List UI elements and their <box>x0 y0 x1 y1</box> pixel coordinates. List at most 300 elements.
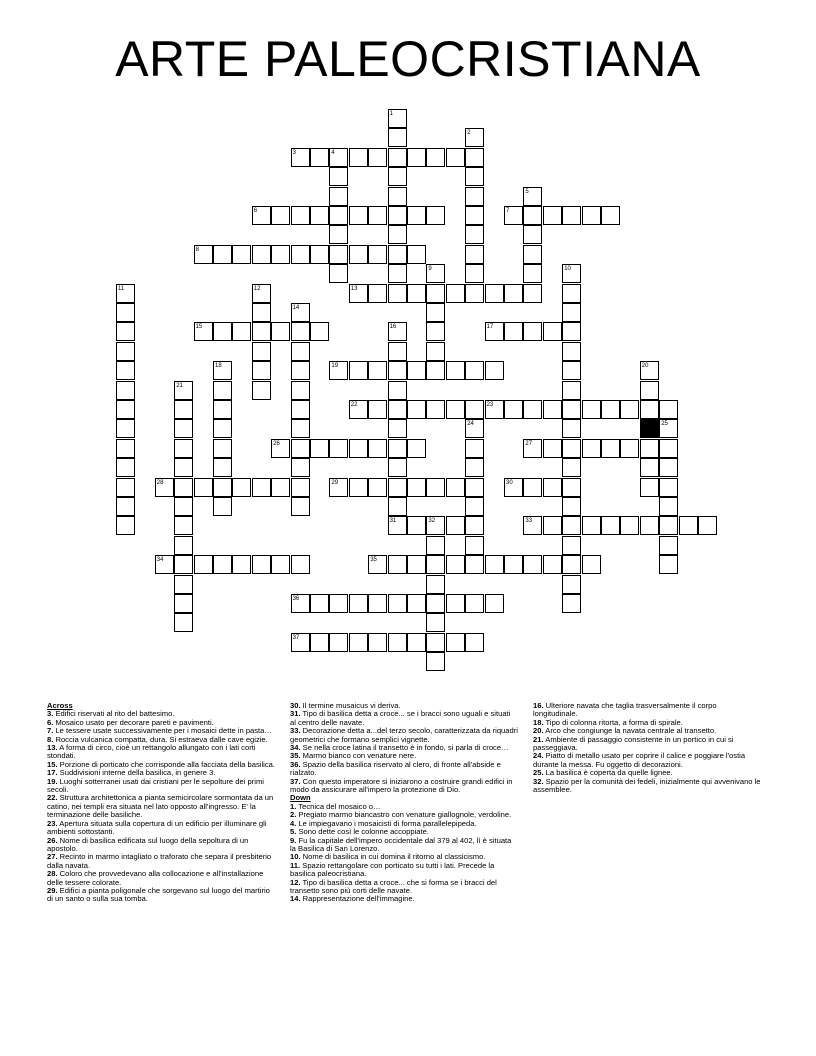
grid-cell[interactable] <box>388 187 407 206</box>
grid-cell[interactable] <box>388 167 407 186</box>
grid-cell[interactable] <box>388 419 407 438</box>
grid-cell[interactable] <box>252 206 271 225</box>
grid-cell[interactable] <box>504 284 523 303</box>
clue: 24. Piatto di metallo usato per coprire il calice e poggiare l'ostia durante la messa. Fu oggetto di decorazioni. <box>533 751 746 769</box>
grid-cell[interactable] <box>291 206 310 225</box>
grid-cell[interactable] <box>523 264 542 283</box>
grid-cell[interactable] <box>446 400 465 419</box>
grid-cell[interactable] <box>485 555 504 574</box>
grid-cell[interactable] <box>426 478 445 497</box>
grid-cell[interactable] <box>640 478 659 497</box>
grid-cell[interactable] <box>446 361 465 380</box>
grid-cell[interactable] <box>446 633 465 652</box>
grid-cell[interactable] <box>465 419 484 438</box>
grid-cell[interactable] <box>465 245 484 264</box>
grid-cell[interactable] <box>659 497 678 516</box>
grid-cell[interactable] <box>407 439 426 458</box>
clue-number: 9 <box>428 266 432 273</box>
grid-cell[interactable] <box>329 167 348 186</box>
grid-cell[interactable] <box>213 478 232 497</box>
grid-cell[interactable] <box>465 187 484 206</box>
grid-cell[interactable] <box>388 109 407 128</box>
grid-cell[interactable] <box>388 342 407 361</box>
grid-cell[interactable] <box>174 497 193 516</box>
grid-cell[interactable] <box>465 458 484 477</box>
grid-cell[interactable] <box>368 439 387 458</box>
grid-cell[interactable] <box>368 594 387 613</box>
grid-cell[interactable] <box>174 536 193 555</box>
grid-cell[interactable] <box>174 478 193 497</box>
grid-cell[interactable] <box>310 439 329 458</box>
grid-cell[interactable] <box>562 206 581 225</box>
grid-cell[interactable] <box>426 264 445 283</box>
grid-cell[interactable] <box>426 303 445 322</box>
grid-cell[interactable] <box>194 245 213 264</box>
grid-cell[interactable] <box>582 400 601 419</box>
grid-cell[interactable] <box>368 555 387 574</box>
grid-cell[interactable] <box>116 303 135 322</box>
grid-cell[interactable] <box>252 322 271 341</box>
grid-cell[interactable] <box>329 245 348 264</box>
grid-cell[interactable] <box>523 322 542 341</box>
grid-cell[interactable] <box>310 245 329 264</box>
grid-cell[interactable] <box>523 478 542 497</box>
grid-cell[interactable] <box>349 245 368 264</box>
grid-cell[interactable] <box>291 555 310 574</box>
grid-cell[interactable] <box>562 303 581 322</box>
grid-cell[interactable] <box>329 225 348 244</box>
grid-cell[interactable] <box>232 478 251 497</box>
grid-cell[interactable] <box>446 148 465 167</box>
grid-cell[interactable] <box>368 148 387 167</box>
grid-cell[interactable] <box>562 497 581 516</box>
grid-cell[interactable] <box>543 478 562 497</box>
grid-cell[interactable] <box>562 516 581 535</box>
grid-cell[interactable] <box>213 361 232 380</box>
clue: 3. Edifici riservati al rito del battesimo. <box>47 709 175 719</box>
grid-cell[interactable] <box>388 478 407 497</box>
grid-cell[interactable] <box>194 322 213 341</box>
grid-cell[interactable] <box>388 148 407 167</box>
grid-cell[interactable] <box>310 206 329 225</box>
grid-cell[interactable] <box>349 400 368 419</box>
grid-cell[interactable] <box>640 458 659 477</box>
grid-cell[interactable] <box>543 439 562 458</box>
grid-cell[interactable] <box>213 245 232 264</box>
grid-cell[interactable] <box>426 633 445 652</box>
grid-cell[interactable] <box>562 594 581 613</box>
grid-cell[interactable] <box>116 439 135 458</box>
grid-cell[interactable] <box>562 536 581 555</box>
grid-cell[interactable] <box>543 400 562 419</box>
grid-cell[interactable] <box>446 555 465 574</box>
grid-cell[interactable] <box>116 342 135 361</box>
grid-cell[interactable] <box>562 458 581 477</box>
grid-cell[interactable] <box>485 400 504 419</box>
grid-cell[interactable] <box>388 206 407 225</box>
grid-cell[interactable] <box>465 497 484 516</box>
grid-cell[interactable] <box>465 167 484 186</box>
grid-cell[interactable] <box>407 555 426 574</box>
grid-cell[interactable] <box>504 322 523 341</box>
grid-cell[interactable] <box>252 555 271 574</box>
clue-number: 11 <box>118 285 125 292</box>
grid-cell[interactable] <box>659 400 678 419</box>
grid-cell[interactable] <box>426 284 445 303</box>
grid-cell[interactable] <box>446 478 465 497</box>
grid-cell[interactable] <box>271 478 290 497</box>
grid-cell[interactable] <box>620 439 639 458</box>
grid-cell[interactable] <box>446 594 465 613</box>
grid-cell[interactable] <box>465 478 484 497</box>
grid-cell[interactable] <box>562 419 581 438</box>
grid-cell[interactable] <box>388 128 407 147</box>
grid-cell[interactable] <box>213 497 232 516</box>
grid-cell[interactable] <box>310 633 329 652</box>
grid-cell[interactable] <box>465 516 484 535</box>
grid-cell[interactable] <box>407 284 426 303</box>
grid-cell[interactable] <box>368 478 387 497</box>
grid-cell[interactable] <box>174 439 193 458</box>
grid-cell[interactable] <box>582 555 601 574</box>
grid-cell[interactable] <box>465 225 484 244</box>
grid-cell[interactable] <box>601 439 620 458</box>
grid-cell[interactable] <box>543 555 562 574</box>
grid-cell[interactable] <box>523 187 542 206</box>
grid-cell[interactable] <box>291 439 310 458</box>
grid-cell[interactable] <box>640 361 659 380</box>
grid-cell[interactable] <box>155 555 174 574</box>
grid-cell[interactable] <box>562 575 581 594</box>
grid-cell[interactable] <box>116 284 135 303</box>
grid-cell[interactable] <box>291 594 310 613</box>
clue-number: 13 <box>350 285 358 292</box>
grid-cell[interactable] <box>388 555 407 574</box>
grid-cell[interactable] <box>368 633 387 652</box>
grid-cell[interactable] <box>407 361 426 380</box>
grid-cell[interactable] <box>388 400 407 419</box>
grid-cell[interactable] <box>388 458 407 477</box>
grid-cell[interactable] <box>116 361 135 380</box>
grid-cell[interactable] <box>659 478 678 497</box>
grid-cell[interactable] <box>310 594 329 613</box>
grid-cell[interactable] <box>679 516 698 535</box>
grid-cell[interactable] <box>329 361 348 380</box>
grid-cell[interactable] <box>523 439 542 458</box>
grid-cell[interactable] <box>329 439 348 458</box>
grid-cell[interactable] <box>485 361 504 380</box>
grid-cell[interactable] <box>194 478 213 497</box>
grid-cell[interactable] <box>291 633 310 652</box>
grid-cell[interactable] <box>388 284 407 303</box>
grid-cell[interactable] <box>213 381 232 400</box>
grid-cell[interactable] <box>174 381 193 400</box>
clue: 1. Tecnica del mosaico o… <box>290 801 381 811</box>
grid-cell[interactable] <box>388 516 407 535</box>
grid-cell[interactable] <box>426 536 445 555</box>
grid-cell[interactable] <box>504 206 523 225</box>
grid-cell[interactable] <box>174 613 193 632</box>
clue-number: 25 <box>661 421 668 428</box>
grid-cell[interactable] <box>329 264 348 283</box>
grid-cell[interactable] <box>213 322 232 341</box>
grid-cell[interactable] <box>582 516 601 535</box>
grid-cell[interactable] <box>349 633 368 652</box>
grid-cell[interactable] <box>388 439 407 458</box>
grid-cell[interactable] <box>232 322 251 341</box>
grid-cell[interactable] <box>543 206 562 225</box>
grid-cell[interactable] <box>504 400 523 419</box>
grid-cell[interactable] <box>562 439 581 458</box>
grid-cell[interactable] <box>407 400 426 419</box>
grid-cell[interactable] <box>465 361 484 380</box>
grid-cell[interactable] <box>659 536 678 555</box>
grid-cell[interactable] <box>232 555 251 574</box>
grid-cell[interactable] <box>174 575 193 594</box>
grid-cell[interactable] <box>562 478 581 497</box>
grid-cell[interactable] <box>349 594 368 613</box>
grid-cell[interactable] <box>407 633 426 652</box>
grid-cell[interactable] <box>426 594 445 613</box>
grid-cell[interactable] <box>562 342 581 361</box>
clue: 29. Edifici a pianta poligonale che sorgevano sul luogo del martirio di un santo o sulla sua tomba. <box>47 885 270 904</box>
grid-cell[interactable] <box>291 458 310 477</box>
grid-cell[interactable] <box>368 206 387 225</box>
grid-cell[interactable] <box>582 206 601 225</box>
grid-cell[interactable] <box>407 478 426 497</box>
grid-cell[interactable] <box>329 148 348 167</box>
grid-cell[interactable] <box>252 381 271 400</box>
grid-cell[interactable] <box>426 322 445 341</box>
grid-cell[interactable] <box>620 400 639 419</box>
grid-cell[interactable] <box>523 245 542 264</box>
grid-cell[interactable] <box>523 206 542 225</box>
grid-cell[interactable] <box>640 439 659 458</box>
clue: 17. Suddivisioni interne della basilica, in genere 3. <box>47 768 216 778</box>
grid-cell[interactable] <box>485 594 504 613</box>
grid-cell[interactable] <box>174 555 193 574</box>
grid-cell[interactable] <box>252 342 271 361</box>
grid-cell[interactable] <box>388 594 407 613</box>
grid-cell[interactable] <box>426 613 445 632</box>
grid-cell[interactable] <box>504 478 523 497</box>
grid-cell[interactable] <box>194 555 213 574</box>
grid-cell[interactable] <box>601 400 620 419</box>
grid-cell[interactable] <box>329 633 348 652</box>
grid-cell[interactable] <box>252 361 271 380</box>
grid-cell[interactable] <box>426 400 445 419</box>
grid-cell[interactable] <box>388 633 407 652</box>
grid-cell[interactable] <box>640 381 659 400</box>
grid-cell[interactable] <box>426 652 445 671</box>
grid-cell[interactable] <box>213 458 232 477</box>
grid-cell[interactable] <box>601 206 620 225</box>
grid-cell[interactable] <box>698 516 717 535</box>
grid-cell[interactable] <box>407 245 426 264</box>
grid-cell[interactable] <box>329 594 348 613</box>
grid-cell[interactable] <box>116 322 135 341</box>
grid-cell[interactable] <box>523 225 542 244</box>
grid-cell[interactable] <box>329 187 348 206</box>
grid-cell[interactable] <box>485 322 504 341</box>
grid-cell[interactable] <box>116 381 135 400</box>
grid-cell[interactable] <box>523 284 542 303</box>
grid-cell[interactable] <box>465 536 484 555</box>
grid-cell[interactable] <box>310 148 329 167</box>
clue-number: 3 <box>292 149 296 156</box>
grid-cell[interactable] <box>291 400 310 419</box>
grid-cell[interactable] <box>174 400 193 419</box>
grid-cell[interactable] <box>291 497 310 516</box>
grid-cell[interactable] <box>426 148 445 167</box>
grid-cell[interactable] <box>116 516 135 535</box>
grid-cell[interactable] <box>562 322 581 341</box>
grid-cell[interactable] <box>407 206 426 225</box>
grid-cell[interactable] <box>523 555 542 574</box>
grid-cell[interactable] <box>465 400 484 419</box>
grid-cell[interactable] <box>213 555 232 574</box>
grid-cell[interactable] <box>465 284 484 303</box>
grid-cell[interactable] <box>213 419 232 438</box>
grid-cell[interactable] <box>659 419 678 438</box>
grid-cell[interactable] <box>407 594 426 613</box>
grid-cell[interactable] <box>116 458 135 477</box>
grid-cell[interactable] <box>271 555 290 574</box>
grid-cell[interactable] <box>252 478 271 497</box>
clue-number: 32 <box>428 518 436 525</box>
grid-cell[interactable] <box>426 206 445 225</box>
grid-cell[interactable] <box>388 497 407 516</box>
grid-cell[interactable] <box>426 516 445 535</box>
grid-cell[interactable] <box>388 225 407 244</box>
grid-cell[interactable] <box>174 594 193 613</box>
grid-cell[interactable] <box>562 264 581 283</box>
grid-cell[interactable] <box>329 478 348 497</box>
grid-cell[interactable] <box>349 148 368 167</box>
grid-cell[interactable] <box>426 555 445 574</box>
grid-cell[interactable] <box>465 206 484 225</box>
grid-cell[interactable] <box>620 516 639 535</box>
grid-cell[interactable] <box>271 206 290 225</box>
grid-cell[interactable] <box>310 322 329 341</box>
grid-cell[interactable] <box>368 400 387 419</box>
grid-cell[interactable] <box>271 322 290 341</box>
grid-cell[interactable] <box>659 516 678 535</box>
grid-cell[interactable] <box>116 478 135 497</box>
grid-cell[interactable] <box>174 458 193 477</box>
grid-cell[interactable] <box>291 245 310 264</box>
grid-cell[interactable] <box>349 478 368 497</box>
grid-cell[interactable] <box>368 361 387 380</box>
grid-cell[interactable] <box>252 245 271 264</box>
grid-cell[interactable] <box>485 284 504 303</box>
clue: 23. Apertura situata sulla copertura di un edificio per illuminare gli ambienti sottostanti. <box>47 818 267 837</box>
grid-cell[interactable] <box>465 148 484 167</box>
grid-cell[interactable] <box>291 478 310 497</box>
grid-cell[interactable] <box>562 381 581 400</box>
grid-cell[interactable] <box>388 381 407 400</box>
grid-cell[interactable] <box>271 245 290 264</box>
grid-cell[interactable] <box>349 206 368 225</box>
grid-cell[interactable] <box>523 400 542 419</box>
grid-cell[interactable] <box>601 516 620 535</box>
grid-cell[interactable] <box>116 497 135 516</box>
grid-cell[interactable] <box>562 555 581 574</box>
grid-cell[interactable] <box>388 264 407 283</box>
grid-cell[interactable] <box>155 478 174 497</box>
clue-number: 28 <box>156 479 164 486</box>
grid-cell[interactable] <box>368 284 387 303</box>
grid-cell[interactable] <box>213 439 232 458</box>
grid-cell[interactable] <box>659 458 678 477</box>
clue: 36. Spazio della basilica riservato al clero, di fronte all'abside e rialzato. <box>290 759 501 778</box>
grid-cell[interactable] <box>388 361 407 380</box>
clue: 12. Tipo di basilica detta a croce... che si forma se i bracci del transetto sono più corti delle navate. <box>290 877 497 895</box>
grid-cell[interactable] <box>640 400 659 419</box>
grid-cell[interactable] <box>659 555 678 574</box>
grid-cell[interactable] <box>640 419 659 438</box>
grid-cell[interactable] <box>174 419 193 438</box>
grid-cell[interactable] <box>116 400 135 419</box>
grid-cell[interactable] <box>407 516 426 535</box>
grid-cell[interactable] <box>232 245 251 264</box>
grid-cell[interactable] <box>465 594 484 613</box>
grid-cell[interactable] <box>465 264 484 283</box>
grid-cell[interactable] <box>252 303 271 322</box>
grid-cell[interactable] <box>465 555 484 574</box>
grid-cell[interactable] <box>426 342 445 361</box>
grid-cell[interactable] <box>388 322 407 341</box>
grid-cell[interactable] <box>504 555 523 574</box>
grid-cell[interactable] <box>291 303 310 322</box>
grid-cell[interactable] <box>388 245 407 264</box>
grid-cell[interactable] <box>562 284 581 303</box>
grid-cell[interactable] <box>543 516 562 535</box>
grid-cell[interactable] <box>252 284 271 303</box>
grid-cell[interactable] <box>349 361 368 380</box>
grid-cell[interactable] <box>291 419 310 438</box>
grid-cell[interactable] <box>291 361 310 380</box>
grid-cell[interactable] <box>426 361 445 380</box>
grid-cell[interactable] <box>446 284 465 303</box>
grid-cell[interactable] <box>368 245 387 264</box>
grid-cell[interactable] <box>465 128 484 147</box>
grid-cell[interactable] <box>349 284 368 303</box>
grid-cell[interactable] <box>426 575 445 594</box>
grid-cell[interactable] <box>291 342 310 361</box>
grid-cell[interactable] <box>291 322 310 341</box>
grid-cell[interactable] <box>465 633 484 652</box>
grid-cell[interactable] <box>640 516 659 535</box>
grid-cell[interactable] <box>465 439 484 458</box>
grid-cell[interactable] <box>291 148 310 167</box>
grid-cell[interactable] <box>116 419 135 438</box>
grid-cell[interactable] <box>271 439 290 458</box>
grid-cell[interactable] <box>329 206 348 225</box>
grid-cell[interactable] <box>562 361 581 380</box>
grid-cell[interactable] <box>349 439 368 458</box>
grid-cell[interactable] <box>446 516 465 535</box>
grid-cell[interactable] <box>174 516 193 535</box>
grid-cell[interactable] <box>523 516 542 535</box>
grid-cell[interactable] <box>562 400 581 419</box>
grid-cell[interactable] <box>291 381 310 400</box>
grid-cell[interactable] <box>659 439 678 458</box>
grid-cell[interactable] <box>213 400 232 419</box>
grid-cell[interactable] <box>543 322 562 341</box>
grid-cell[interactable] <box>407 148 426 167</box>
grid-cell[interactable] <box>582 439 601 458</box>
